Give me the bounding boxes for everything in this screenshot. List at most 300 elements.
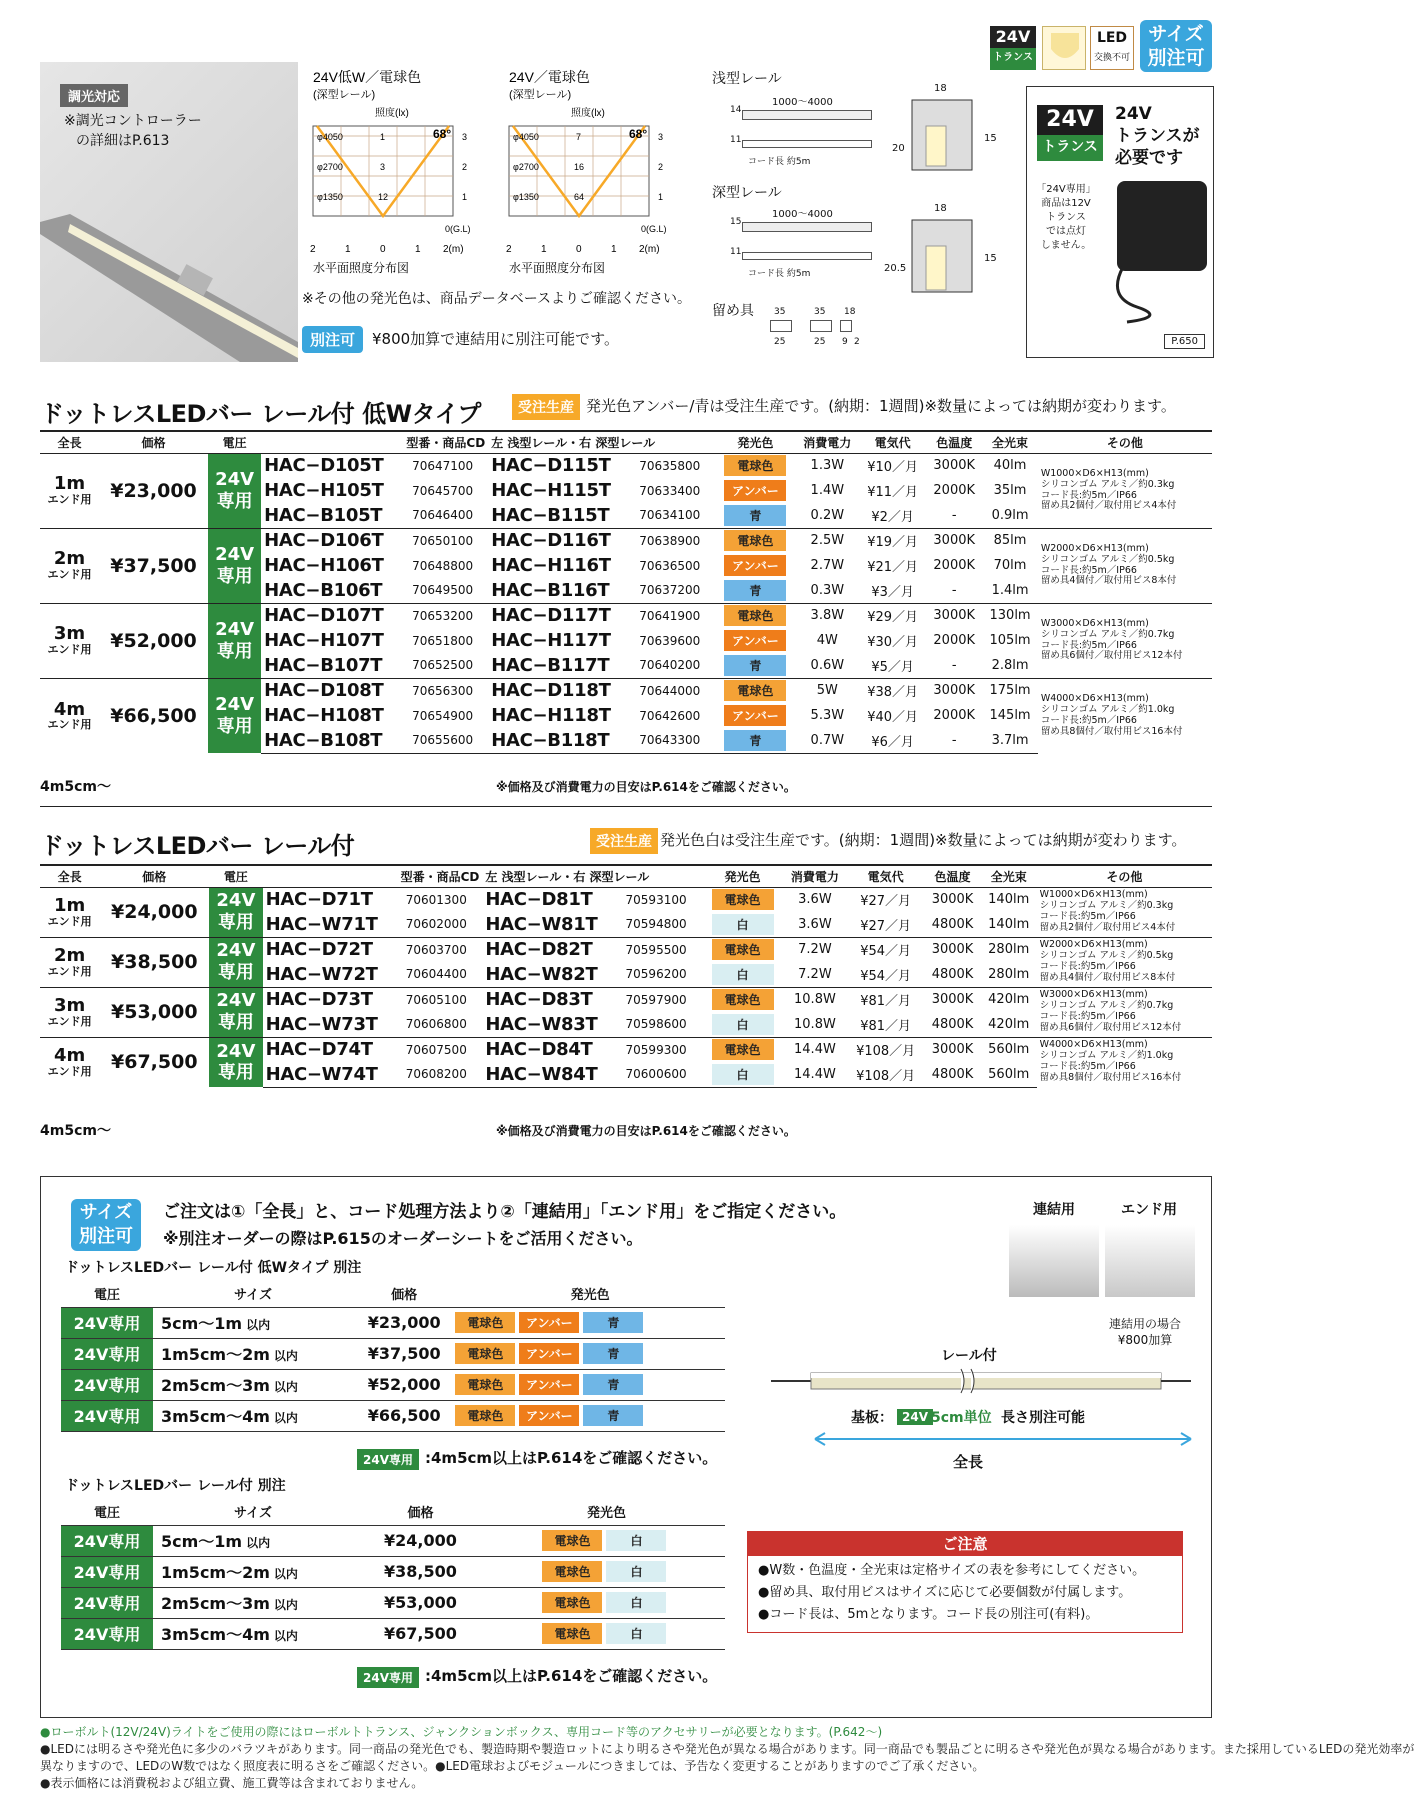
color-chip: 白 [712, 1064, 774, 1085]
code-deep: 70637200 [639, 583, 701, 598]
other-cell [1038, 678, 1212, 753]
lumen-cell: 35lm [993, 483, 1027, 498]
section-deep [908, 216, 978, 296]
color-chip: 青 [724, 505, 786, 526]
custom-price: ¥66,500 [353, 1400, 455, 1431]
transformer-note-5: しません。 [1040, 240, 1092, 251]
length-sub: エンド用 [47, 568, 92, 582]
color-chip: 白 [712, 1014, 774, 1035]
model-shallow: HAC−D74T [263, 1037, 403, 1062]
color-chip: アンバー [724, 705, 786, 726]
custom-color-chip: 電球色 [542, 1592, 602, 1613]
custom-voltage: 24V専用 [61, 1369, 153, 1400]
other-line: 留め具4個付／取付用ビス8本付 [1039, 971, 1176, 983]
model-deep: HAC−D84T [482, 1037, 622, 1062]
other-line: 留め具8個付／取付用ビス16本付 [1039, 1072, 1182, 1084]
code-shallow: 70655600 [409, 728, 488, 753]
code-shallow: 70652500 [412, 658, 474, 673]
color-chip: 青 [724, 580, 786, 601]
footer-notes [40, 1724, 1414, 1792]
rail-diagram [712, 66, 1012, 356]
model-deep: HAC−B118T [488, 728, 636, 753]
chart-v-left: 3 [380, 162, 386, 172]
other-line: 留め具2個付／取付用ビス4本付 [1040, 500, 1177, 512]
custom-header-row [61, 1499, 725, 1525]
chart-d-right: φ4050 [513, 132, 539, 142]
color-cell [715, 653, 795, 678]
voltage-sub: 専用 [216, 490, 253, 512]
other-line: W3000×D6×H13(mm) [1039, 989, 1148, 1001]
kelvin-cell: 3000K [924, 937, 981, 962]
spec-header-cell: 型番・商品CD [263, 865, 483, 887]
chart-title-right: 24V／電球色 [509, 69, 590, 85]
code-deep: 70594800 [625, 917, 687, 932]
other-line: 留め具6個付／取付用ビス12本付 [1039, 1021, 1182, 1033]
transformer-msg-3: 必要です [1115, 148, 1183, 168]
voltage-value: 24V [215, 543, 255, 565]
power-cell: 1.3W [795, 453, 859, 478]
lumen-cell: 3.7lm [982, 728, 1038, 753]
color-cell [715, 478, 795, 503]
lumen-cell: 130lm [982, 603, 1038, 628]
voltage-value: 24V [215, 618, 255, 640]
chart-d-right: φ2700 [513, 162, 539, 172]
voltage-value: 24V [216, 990, 256, 1012]
rail-d11b: 11 [730, 247, 742, 257]
section1-foot-left: 4m5cm〜 [40, 779, 111, 795]
voltage-cell [208, 528, 261, 603]
price-cell: ¥38,500 [99, 937, 209, 987]
cost-cell: ¥29／月 [859, 603, 926, 628]
chart-h-right: 3 [658, 132, 664, 142]
chart-right [506, 69, 667, 275]
bulb-icon [1042, 26, 1086, 70]
model-shallow: HAC−W73T [265, 1013, 378, 1035]
voltage-sub: 専用 [217, 1062, 254, 1084]
dimming-note-2: の詳細はP.613 [76, 133, 170, 149]
lumen-cell: 2.8lm [991, 657, 1029, 673]
trans-badge [990, 26, 1036, 70]
connect-note [1109, 1317, 1181, 1348]
custom-note-text-2: :4m5cm以上はP.614をご確認ください。 [425, 1667, 718, 1685]
voltage-value: 24V [216, 890, 256, 912]
color-chip: 電球色 [712, 889, 774, 910]
color-cell [715, 553, 795, 578]
clip-dim: 35 [774, 307, 786, 317]
voltage-value: 24V [215, 694, 255, 716]
length-cell [40, 678, 99, 753]
other-cell [1037, 937, 1212, 987]
custom-voltage: 24V専用 [61, 1338, 153, 1369]
code-shallow: 70602000 [405, 917, 467, 932]
code-shallow: 70647100 [409, 453, 488, 478]
total-length-arrow [771, 1427, 1211, 1451]
spec-header-cell: 全長 [40, 431, 99, 453]
transformer-note-1: 「24V専用」 [1036, 184, 1096, 195]
length-sub: エンド用 [47, 964, 92, 978]
cost-cell: ¥108／月 [847, 1037, 924, 1062]
rail-cord-1: コード長 約5m [748, 157, 811, 167]
spec-header-row [40, 865, 1212, 887]
code-deep: 70644000 [636, 678, 715, 703]
chart-v-right: 7 [576, 132, 582, 142]
length-cell [40, 453, 99, 528]
model-shallow: HAC−B107T [264, 654, 383, 676]
other-line: シリコンゴム アルミ／約1.0kg [1039, 1050, 1174, 1062]
model-deep: HAC−D117T [488, 603, 636, 628]
voltage-cell [209, 987, 262, 1037]
sec2-h1: 20.5 [884, 263, 907, 274]
cost-cell: ¥27／月 [847, 887, 924, 912]
custom-header-cell: 価格 [353, 1499, 488, 1525]
code-deep: 70599300 [623, 1037, 703, 1062]
model-deep: HAC−W84T [482, 1062, 622, 1087]
transformer-msg [1115, 103, 1200, 169]
other-line: W4000×D6×H13(mm) [1040, 692, 1149, 704]
spec-header-cell: 左 浅型レール・右 深型レール [488, 431, 715, 453]
rail-deep-cord [742, 252, 872, 260]
chart-v-left: 12 [378, 192, 389, 202]
other-line: シリコンゴム アルミ／約0.3kg [1039, 900, 1174, 912]
other-line: コード長:約5m／IP66 [1039, 1061, 1136, 1073]
other-line: コード長:約5m／IP66 [1039, 961, 1136, 972]
code-deep: 70641900 [636, 603, 715, 628]
custom-size-value: 5cm〜1m [161, 1314, 243, 1333]
betchu-badge: 別注可 [302, 326, 363, 353]
color-chip: 電球色 [724, 605, 786, 626]
rail-d14: 14 [730, 105, 742, 115]
lumen-cell: 280lm [981, 937, 1037, 962]
clip-shape [770, 320, 792, 332]
total-length-label: 全長 [953, 1453, 984, 1471]
other-line: W2000×D6×H13(mm) [1039, 939, 1148, 951]
custom-badge-2: 別注可 [79, 1226, 133, 1247]
color-chip: アンバー [724, 480, 786, 501]
spec-header-cell: 全長 [40, 865, 99, 887]
color-cell [702, 937, 783, 962]
custom-price: ¥53,000 [353, 1587, 488, 1618]
code-shallow: 70649500 [412, 583, 474, 598]
other-line: シリコンゴム アルミ／約0.7kg [1039, 1000, 1174, 1012]
transformer-t: トランス [1042, 139, 1098, 155]
cost-cell: ¥10／月 [859, 453, 926, 478]
sec1-w: 18 [934, 83, 947, 94]
power-cell: 3.6W [783, 887, 847, 912]
custom-colors [488, 1618, 725, 1649]
lumen-cell: 40lm [982, 453, 1038, 478]
power-cell: 5.3W [810, 708, 845, 723]
spec-header-cell: 消費電力 [783, 865, 847, 887]
base-label: 基板： [851, 1410, 893, 1426]
model-deep: HAC−D118T [488, 678, 636, 703]
lumen-cell: 140lm [981, 887, 1037, 912]
lumen-cell: 560lm [981, 1062, 1037, 1087]
table-row [40, 1037, 1212, 1062]
transformer-image [1097, 177, 1213, 327]
code-deep: 70643300 [636, 728, 715, 753]
transformer-note-4: では点灯 [1046, 226, 1086, 237]
chart-d-left: φ4050 [317, 132, 343, 142]
custom-voltage: 24V専用 [61, 1618, 153, 1649]
length-sub: エンド用 [47, 1014, 92, 1028]
caution-item: ●コード長は、5mとなります。コード長の別注可(有料)。 [758, 1607, 1099, 1622]
custom-price: ¥38,500 [353, 1556, 488, 1587]
length-value: 2m [53, 548, 86, 570]
size-badge-1: サイズ [1148, 23, 1204, 45]
rail-range-1: 1000〜4000 [772, 97, 833, 108]
color-cell [702, 887, 783, 912]
caution-box [747, 1531, 1183, 1633]
code-deep: 70636500 [639, 558, 701, 573]
power-cell: 10.8W [794, 1016, 836, 1032]
cost-cell: ¥30／月 [867, 635, 919, 650]
color-chip: 白 [712, 964, 774, 985]
model-deep: HAC−H118T [491, 705, 611, 726]
custom-note-badge-2: 24V専用 [357, 1667, 419, 1688]
chart-xtick-left: 1 [345, 244, 351, 255]
spec-header-cell: 価格 [99, 865, 209, 887]
rail-label: レール付 [941, 1348, 997, 1364]
custom-badge-1: サイズ [79, 1202, 133, 1223]
custom-colors [488, 1556, 725, 1587]
cost-cell: ¥81／月 [847, 987, 924, 1012]
cost-cell: ¥5／月 [871, 659, 914, 675]
length-cell [40, 603, 99, 678]
custom-header-cell: サイズ [153, 1499, 353, 1525]
custom-size [153, 1338, 353, 1369]
model-shallow: HAC−B105T [264, 504, 383, 526]
color-cell [715, 678, 795, 703]
rail-deep-label: 深型レール [712, 185, 782, 201]
clip-dim: 18 [844, 307, 856, 317]
trans-badge-sub: トランス [993, 52, 1033, 63]
color-chip: アンバー [724, 555, 786, 576]
voltage-cell [209, 1037, 262, 1087]
custom-color-chip: アンバー [519, 1343, 579, 1364]
length-value: 1m [54, 894, 86, 916]
section1-note: 発光色アンバー/青は受注生産です。(納期：1週間)※数量によっては納期が変わります。 [586, 397, 1176, 415]
custom-size [153, 1618, 353, 1649]
other-line: コード長:約5m／IP66 [1040, 714, 1137, 726]
voltage-sub: 専用 [217, 962, 254, 983]
custom-color-chip: 青 [583, 1312, 643, 1333]
color-cell [715, 503, 795, 528]
section1-title: ドットレスLEDバー レール付 低Wタイプ [40, 400, 481, 428]
power-cell: 0.7W [795, 728, 859, 753]
custom-line-1: ご注文は①「全長」と、コード処理方法より②「連結用」「エンド用」をご指定ください。 [163, 1202, 847, 1222]
other-colors-note: ※その他の発光色は、商品データベースよりご確認ください。 [302, 291, 692, 307]
power-cell: 2.5W [795, 528, 859, 553]
model-deep: HAC−D83T [482, 987, 622, 1012]
other-line: W1000×D6×H13(mm) [1039, 889, 1148, 901]
custom-size-badge [71, 1199, 141, 1251]
voltage-value: 24V [215, 468, 255, 490]
custom-size-unit: 以内 [273, 1349, 298, 1363]
chart-angle-right: 68° [629, 127, 648, 141]
lumen-cell: 1.4lm [991, 582, 1029, 598]
kelvin-cell: 2000K [933, 708, 976, 723]
voltage-cell [208, 603, 261, 678]
footer-note: 異なりますので、LEDのW数ではなく照度表に明るさをご確認ください。●LED電球およびモジュールにつきましては、予告なく変更することがありますのでご了承ください。 [40, 1759, 985, 1773]
size-badge [1140, 20, 1212, 72]
length-value: 1m [53, 473, 86, 495]
custom-row [61, 1400, 725, 1431]
voltage-sub: 専用 [217, 1012, 254, 1033]
custom-table-1 [61, 1281, 725, 1432]
length-value: 2m [54, 944, 86, 966]
led-sub: 交換不可 [1093, 53, 1130, 63]
chart-h-right: 2 [658, 162, 664, 172]
color-chip: アンバー [724, 630, 786, 651]
divider [40, 806, 1212, 807]
custom-size-value: 2m5cm〜3m [161, 1376, 270, 1395]
custom-color-chip: 白 [606, 1561, 666, 1582]
custom-colors [488, 1525, 725, 1556]
custom-color-chip: アンバー [519, 1374, 579, 1395]
spec-header-cell: 価格 [99, 431, 208, 453]
price-cell: ¥53,000 [99, 987, 209, 1037]
price-cell: ¥67,500 [99, 1037, 209, 1087]
custom-header-cell: 電圧 [61, 1281, 153, 1307]
custom-header-cell: 発光色 [488, 1499, 725, 1525]
custom-header-cell: 電圧 [61, 1499, 153, 1525]
chart-xtick-right: 2 [506, 244, 512, 255]
kelvin-cell: 4800K [931, 916, 974, 932]
model-deep: HAC−W83T [485, 1013, 598, 1035]
table-row [40, 678, 1212, 703]
custom-color-chip: 白 [606, 1592, 666, 1613]
other-line: 留め具2個付／取付用ビス4本付 [1039, 921, 1176, 933]
model-shallow: HAC−H105T [264, 480, 384, 501]
table-row [40, 528, 1212, 553]
spec-header-cell: 全光束 [981, 865, 1037, 887]
chart-xtick-right: 1 [611, 244, 617, 255]
custom-row [61, 1369, 725, 1400]
rail-shallow-cord [742, 140, 872, 148]
model-shallow: HAC−D73T [263, 987, 403, 1012]
code-shallow: 70603700 [403, 937, 483, 962]
voltage-cell [208, 678, 261, 753]
transformer-msg-1: 24V [1115, 104, 1152, 124]
cost-cell: ¥38／月 [859, 678, 926, 703]
code-deep: 70593100 [623, 887, 703, 912]
rail-shallow-label: 浅型レール [712, 71, 782, 87]
model-shallow: HAC−W71T [265, 913, 378, 935]
chart-d-left: φ1350 [317, 192, 343, 202]
color-chip: 白 [712, 914, 774, 935]
length-sub: エンド用 [47, 718, 92, 732]
cost-cell: ¥11／月 [867, 485, 919, 500]
color-chip: 電球色 [712, 939, 774, 960]
caution-item: ●留め具、取付用ビスはサイズに応じて必要個数が付属します。 [758, 1585, 1132, 1600]
model-shallow: HAC−D108T [261, 678, 409, 703]
spec-header-cell: その他 [1038, 431, 1212, 453]
custom-color-chip: 電球色 [455, 1312, 515, 1333]
custom-size-unit: 以内 [246, 1536, 271, 1550]
lumen-cell: 560lm [981, 1037, 1037, 1062]
led-badge [1090, 26, 1134, 70]
transformer-box [1026, 86, 1214, 358]
clip-dim2: 2 [854, 337, 860, 347]
price-cell: ¥23,000 [99, 453, 208, 528]
custom-color-chip: 青 [583, 1405, 643, 1426]
chart-xtick-left: 0 [380, 244, 386, 255]
lumen-cell: 145lm [989, 708, 1031, 723]
other-cell [1037, 1037, 1212, 1087]
power-cell: 0.2W [810, 507, 845, 523]
custom-size-unit: 以内 [246, 1318, 271, 1332]
cost-cell: ¥40／月 [867, 710, 919, 725]
chart-xtick-right: 1 [541, 244, 547, 255]
custom-header-cell: 価格 [353, 1281, 455, 1307]
transformer-badge [1037, 105, 1103, 161]
code-shallow: 70651800 [412, 633, 474, 648]
footer-note: ●LEDには明るさや発光色に多少のバラツキがあります。同一商品の発光色でも、製造時期や製造ロットにより明るさや発光色が異なる場合があります。同一商品でも製品ごとに明るさや発光色が異なる場合があります。また採用しているLEDの発光効率が [40, 1742, 1414, 1756]
transformer-note-3: トランス [1046, 212, 1086, 223]
kelvin-cell: 2000K [933, 633, 976, 648]
transformer-note [1033, 183, 1099, 253]
kelvin-cell: - [951, 582, 957, 598]
code-shallow: 70646400 [412, 508, 474, 523]
custom-color-chip: アンバー [519, 1405, 579, 1426]
chart-unit-left: 照度(lx) [375, 108, 409, 119]
spec-header-cell: 電圧 [208, 431, 261, 453]
product-photo [40, 62, 298, 362]
length-sub: エンド用 [47, 643, 92, 657]
chart-title-left: 24V低W／電球色 [313, 69, 422, 85]
other-line: コード長:約5m／IP66 [1039, 911, 1136, 922]
custom-voltage: 24V専用 [61, 1525, 153, 1556]
clip-dim: 35 [814, 307, 826, 317]
length-cell [40, 987, 99, 1037]
code-deep: 70597900 [623, 987, 703, 1012]
custom-voltage: 24V専用 [61, 1307, 153, 1338]
custom-row [61, 1618, 725, 1649]
model-deep: HAC−B116T [491, 579, 610, 601]
model-shallow: HAC−W72T [265, 963, 378, 985]
spec-header-cell: 型番・商品CD [261, 431, 488, 453]
clip-shape [840, 320, 852, 332]
model-shallow: HAC−D107T [261, 603, 409, 628]
chart-zero-left: 0(G.L) [445, 224, 471, 234]
custom-size [153, 1525, 353, 1556]
custom-note-badge-1: 24V専用 [357, 1449, 419, 1470]
price-cell: ¥66,500 [99, 678, 208, 753]
power-cell: 5W [795, 678, 859, 703]
kelvin-cell: - [951, 507, 957, 523]
color-cell [702, 1012, 783, 1037]
custom-line-2: ※別注オーダーの際はP.615のオーダーシートをご活用ください。 [163, 1229, 643, 1248]
model-deep: HAC−B115T [491, 504, 610, 526]
transformer-v: 24V [1037, 105, 1103, 135]
length-value: 4m [54, 1045, 86, 1067]
section-shallow [908, 96, 978, 176]
custom-color-chip: 青 [583, 1343, 643, 1364]
cost-cell: ¥6／月 [859, 728, 926, 753]
lumen-cell: 140lm [988, 916, 1030, 932]
section2-order-badge: 受注生産 [590, 828, 658, 854]
color-cell [715, 578, 795, 603]
other-line: コード長:約5m／IP66 [1039, 1011, 1136, 1022]
other-line: 留め具6個付／取付用ビス12本付 [1040, 650, 1183, 662]
color-cell [702, 987, 783, 1012]
model-deep: HAC−D116T [488, 528, 636, 553]
custom-color-chip: 電球色 [455, 1374, 515, 1395]
kelvin-cell: 3000K [926, 678, 982, 703]
voltage-cell [208, 453, 261, 528]
custom-price: ¥23,000 [353, 1307, 455, 1338]
length-sub: エンド用 [47, 493, 92, 507]
